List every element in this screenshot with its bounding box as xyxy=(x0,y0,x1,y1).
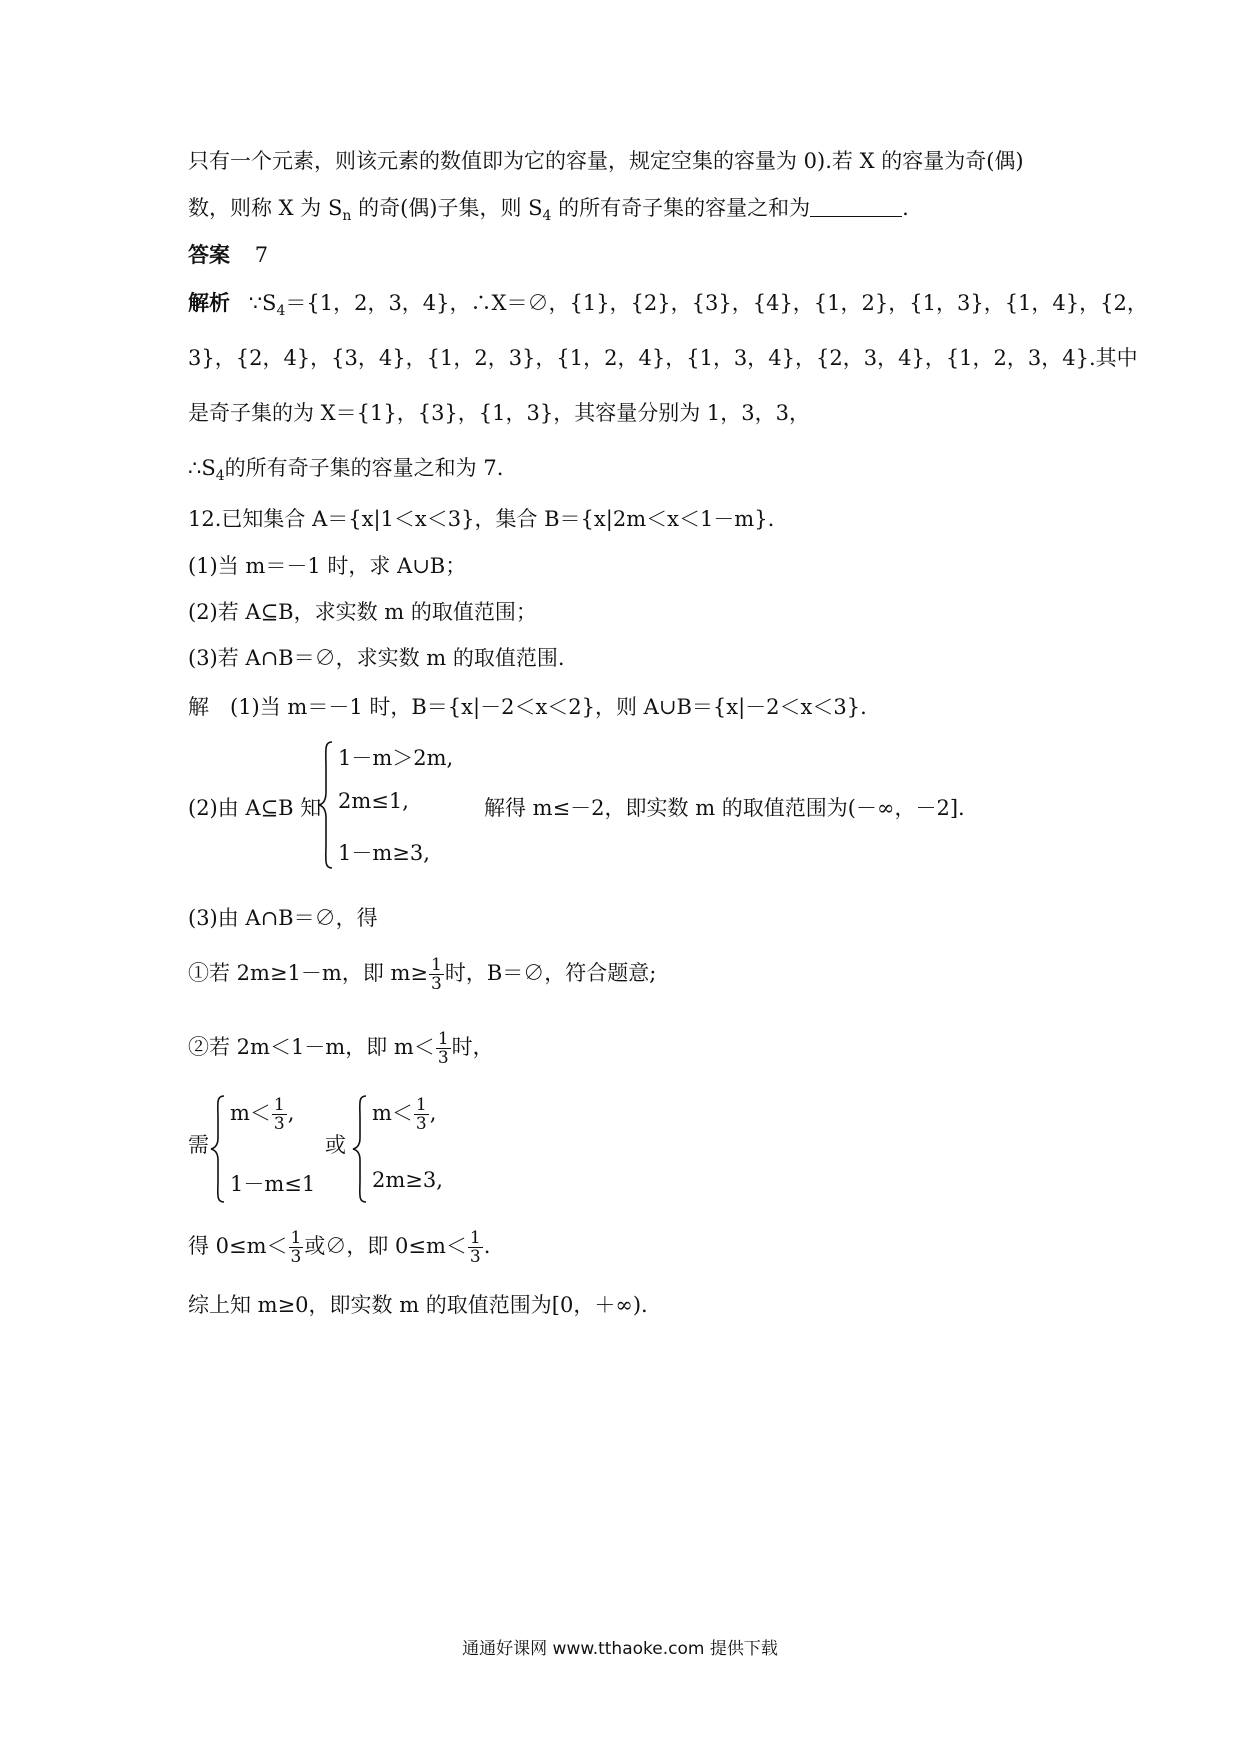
system-2-row-3: 1－m≥3, xyxy=(338,841,430,865)
system-a xyxy=(210,1094,320,1204)
fraction-one-third xyxy=(272,1096,287,1133)
frac-den: 3 xyxy=(431,974,442,994)
analysis-l1-b: ＝{1，2，3，4}，∴X＝∅，{1}，{2}，{3}，{4}，{1，2}，{1，3}，{1，4}，{2， xyxy=(285,291,1148,315)
left-brace-icon xyxy=(352,1094,368,1204)
get-b: 或∅，即 0≤m＜ xyxy=(304,1234,467,1258)
case-2-a: ②若 2m＜1－m，即 m＜ xyxy=(188,1035,435,1059)
or-label: 或 xyxy=(325,1133,346,1157)
intro-text-c: 的所有奇子集的容量之和为 xyxy=(551,196,811,220)
analysis-l4-a: ∴S xyxy=(188,456,216,480)
system-a-row-1-comma: , xyxy=(287,1101,295,1125)
fraction-one-third xyxy=(289,1229,304,1266)
problem-12-q2: (2)若 A⊆B，求实数 m 的取值范围； xyxy=(188,600,537,624)
answer-blank xyxy=(810,194,902,217)
system-a-row-1 xyxy=(230,1096,294,1133)
case-1-b: 时，B＝∅，符合题意; xyxy=(444,961,657,985)
solution-2-result: 解得 m≤－2，即实数 m 的取值范围为(－∞，－2]. xyxy=(484,796,965,820)
get-end: . xyxy=(483,1234,491,1258)
analysis-line-4 xyxy=(188,453,503,491)
problem-12-q1: (1)当 m＝－1 时，求 A∪B； xyxy=(188,554,467,578)
intro-text-a: 数，则称 X 为 S xyxy=(188,196,343,220)
frac-num: 1 xyxy=(273,1095,285,1115)
analysis-line-2: 3}，{2，4}，{3，4}，{1，2，3}，{1，2，4}，{1，3，4}，{2，3，4}，{1，2，3，4}.其中 xyxy=(188,346,1138,370)
frac-den: 3 xyxy=(273,1114,285,1134)
frac-den: 3 xyxy=(469,1247,481,1267)
analysis-label: 解析 xyxy=(188,290,230,315)
frac-num: 1 xyxy=(437,1029,449,1049)
system-2-row-2: 2m≤1, xyxy=(338,789,409,813)
fraction-one-third xyxy=(436,1030,451,1067)
analysis-line-1 xyxy=(188,288,1148,326)
get-line xyxy=(188,1229,490,1266)
system-b xyxy=(352,1094,462,1204)
frac-num: 1 xyxy=(415,1095,427,1115)
analysis-l4-sub: 4 xyxy=(215,468,225,484)
fraction-one-third xyxy=(414,1096,429,1133)
intro-text-b: 的奇(偶)子集，则 S xyxy=(351,196,543,220)
solution-3-intro: (3)由 A∩B＝∅，得 xyxy=(188,906,378,930)
frac-den: 3 xyxy=(290,1247,302,1267)
sub-4: 4 xyxy=(542,208,552,224)
need-label: 需 xyxy=(188,1133,209,1157)
frac-num: 1 xyxy=(469,1228,481,1248)
system-b-row-1 xyxy=(372,1096,436,1133)
frac-den: 3 xyxy=(415,1114,427,1134)
frac-den: 3 xyxy=(437,1048,449,1068)
case-2 xyxy=(188,1030,494,1067)
intro-line-1: 只有一个元素，则该元素的数值即为它的容量，规定空集的容量为 0).若 X 的容量为奇(偶) xyxy=(188,149,1024,173)
answer-value: 7 xyxy=(254,243,269,267)
system-b-row-2: 2m≥3, xyxy=(372,1168,443,1192)
system-b-row-1-comma: , xyxy=(429,1101,437,1125)
analysis-l4-b: 的所有奇子集的容量之和为 7. xyxy=(224,456,504,480)
fraction-one-third xyxy=(468,1229,483,1266)
get-a: 得 0≤m＜ xyxy=(188,1234,288,1258)
intro-end: . xyxy=(902,196,909,220)
system-b-row-1-text: m＜ xyxy=(372,1101,413,1125)
system-2-row-1: 1－m＞2m, xyxy=(338,746,454,770)
sub-n: n xyxy=(342,208,352,224)
system-a-row-2: 1－m≤1 xyxy=(230,1172,316,1196)
system-a-row-1-text: m＜ xyxy=(230,1101,271,1125)
solution-2-prefix: (2)由 A⊆B 知 xyxy=(188,796,322,820)
system-2 xyxy=(318,740,458,870)
left-brace-icon xyxy=(318,740,334,870)
analysis-line-3: 是奇子集的为 X＝{1}，{3}，{1，3}，其容量分别为 1，3，3， xyxy=(188,401,810,425)
fraction-one-third xyxy=(429,956,444,993)
intro-line-2 xyxy=(188,193,909,231)
analysis-l1-sub: 4 xyxy=(276,303,286,319)
problem-12-q3: (3)若 A∩B＝∅，求实数 m 的取值范围. xyxy=(188,646,565,670)
analysis-l1-a: ∵S xyxy=(248,291,277,315)
answer-label: 答案 xyxy=(188,242,230,267)
frac-num: 1 xyxy=(431,955,442,975)
case-1-a: ①若 2m≥1－m，即 m≥ xyxy=(188,961,429,985)
answer-line xyxy=(188,240,268,270)
summary-line: 综上知 m≥0，即实数 m 的取值范围为[0，＋∞). xyxy=(188,1293,648,1317)
solution-1: 解 (1)当 m＝－1 时，B＝{x|－2＜x＜2}，则 A∪B＝{x|－2＜x＜3}. xyxy=(188,695,867,719)
footer-credit: 通通好课网 www.tthaoke.com 提供下载 xyxy=(462,1639,778,1659)
case-2-b: 时， xyxy=(451,1035,494,1059)
frac-num: 1 xyxy=(290,1228,302,1248)
case-1 xyxy=(188,956,656,993)
problem-12-stem: 12.已知集合 A＝{x|1＜x＜3}，集合 B＝{x|2m＜x＜1－m}. xyxy=(188,507,775,531)
left-brace-icon xyxy=(210,1094,226,1204)
